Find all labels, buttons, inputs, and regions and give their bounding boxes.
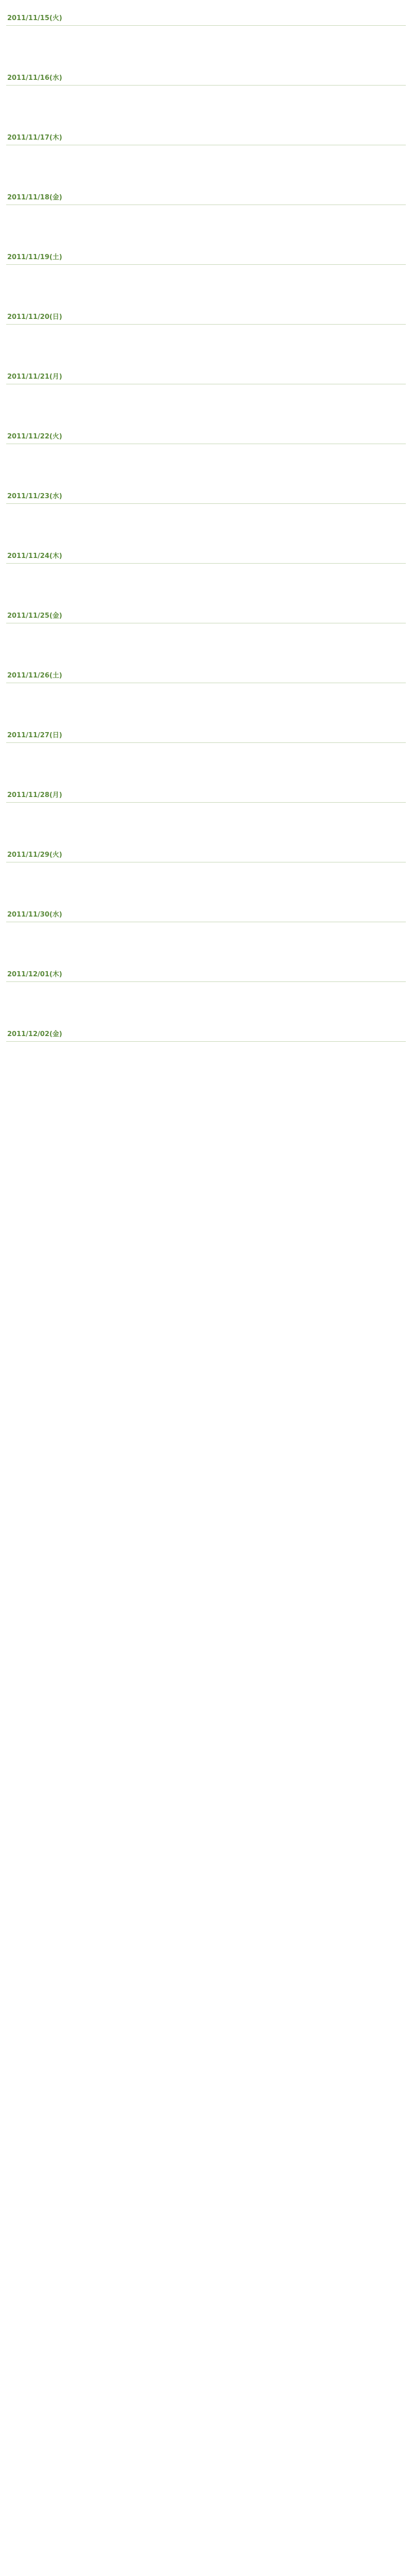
entry-date: 2011/11/25(金) (6, 610, 406, 623)
entry-date: 2011/11/29(火) (6, 849, 406, 862)
diary-entry (6, 730, 406, 772)
entry-date: 2011/11/16(水) (6, 72, 406, 86)
diary-entry (6, 610, 406, 652)
entry-date: 2011/11/20(日) (6, 311, 406, 325)
entry-date: 2011/11/15(火) (6, 12, 406, 26)
entry-body (6, 691, 406, 712)
diary-entry (6, 371, 406, 413)
entry-body (6, 930, 406, 951)
diary-entry (6, 490, 406, 533)
diary-entry (6, 72, 406, 114)
diary-entry-list (6, 12, 406, 1071)
entry-date: 2011/11/22(火) (6, 431, 406, 444)
entry-body (6, 1050, 406, 1071)
entry-date: 2011/11/30(水) (6, 909, 406, 922)
entry-body (6, 572, 406, 592)
entry-date: 2011/11/27(日) (6, 730, 406, 743)
entry-body (6, 990, 406, 1011)
entry-date: 2011/11/17(木) (6, 132, 406, 145)
diary-entry (6, 969, 406, 1011)
entry-body (6, 213, 406, 234)
entry-body (6, 751, 406, 772)
entry-body (6, 333, 406, 353)
diary-entry (6, 311, 406, 353)
diary-entry (6, 1028, 406, 1071)
diary-entry (6, 670, 406, 712)
entry-date: 2011/11/26(土) (6, 670, 406, 683)
diary-entry (6, 431, 406, 473)
entry-date: 2011/11/24(木) (6, 550, 406, 564)
diary-entry (6, 550, 406, 592)
entry-date: 2011/12/01(木) (6, 969, 406, 982)
diary-entry (6, 789, 406, 832)
diary-entry (6, 12, 406, 55)
entry-body (6, 154, 406, 174)
entry-body (6, 871, 406, 891)
diary-entry (6, 192, 406, 234)
entry-body (6, 632, 406, 652)
diary-entry (6, 849, 406, 891)
diary-entry (6, 251, 406, 294)
entry-date: 2011/11/19(土) (6, 251, 406, 265)
entry-body (6, 452, 406, 473)
entry-date: 2011/12/02(金) (6, 1028, 406, 1042)
entry-date: 2011/11/21(月) (6, 371, 406, 384)
entry-date: 2011/11/23(水) (6, 490, 406, 504)
entry-body (6, 94, 406, 114)
entry-date: 2011/11/28(月) (6, 789, 406, 803)
entry-body (6, 273, 406, 294)
diary-entry (6, 132, 406, 174)
diary-entry (6, 909, 406, 951)
entry-body (6, 34, 406, 55)
entry-body (6, 811, 406, 832)
entry-date: 2011/11/18(金) (6, 192, 406, 205)
entry-body (6, 512, 406, 533)
entry-body (6, 393, 406, 413)
